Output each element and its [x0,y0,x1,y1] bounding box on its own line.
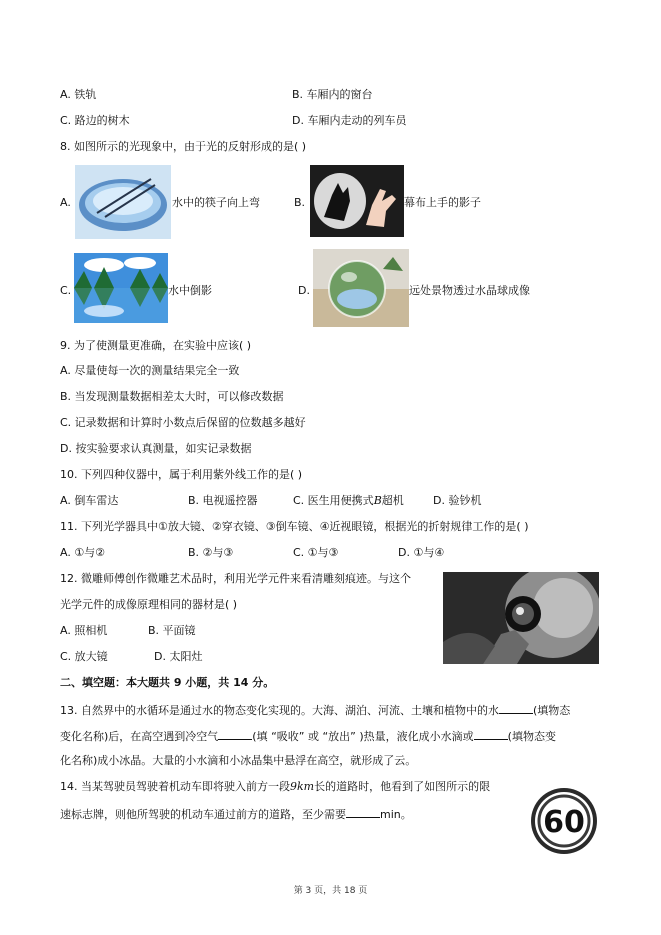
q10-option-a: A. 倒车雷达 [60,494,119,507]
q9-option-d: D. 按实验要求认真测量，如实记录数据 [60,442,252,455]
q12-option-c: C. 放大镜 [60,650,108,663]
q9-stem: 9. 为了使测量更准确，在实验中应该( ) [60,339,252,352]
q10-option-c-pre: C. 医生用便携式 [293,494,374,507]
q11-option-c: C. ①与③ [293,546,339,559]
q8-a-letter: A. [60,196,71,209]
q13-line2-b: (填 “吸收” 或 “放出” )热量，液化成小水滴或 [252,730,474,743]
q11-option-d: D. ①与④ [398,546,445,559]
q13-blank-1[interactable] [499,702,533,714]
q12-option-b: B. 平面镜 [148,624,196,637]
q10-option-b: B. 电视遥控器 [188,494,258,507]
q13-blank-3[interactable] [474,728,508,740]
q9-option-c: C. 记录数据和计算时小数点后保留的位数越多越好 [60,416,306,429]
q12-option-a: A. 照相机 [60,624,108,637]
q11-option-b: B. ②与③ [188,546,234,559]
q14-line1-b: 长的道路时，他看到了如图所示的限 [314,780,491,793]
hand-shadow-image [310,165,404,237]
q8-c-letter: C. [60,284,72,297]
speed-limit-value: 60 [543,805,585,840]
q8-d-letter: D. [298,284,310,297]
q8-a-text: 水中的筷子向上弯 [172,196,260,209]
q11-option-a: A. ①与② [60,546,106,559]
q14-line2 [60,806,412,822]
q13-line2-a: 变化名称)后，在高空遇到冷空气 [60,730,219,743]
q9-option-b: B. 当发现测量数据相差太大时，可以修改数据 [60,390,284,403]
q13-line2-c: (填物态变 [507,730,556,743]
q7-option-b: B. 车厢内的窗台 [292,88,373,101]
q12-line1: 12. 微雕师傅创作微雕艺术品时，利用光学元件来看清雕刻痕迹。与这个 [60,572,411,585]
q14-line1-var: 9km [290,780,315,793]
q13-blank-2[interactable] [218,728,252,740]
q10-option-c-var: B [373,494,382,507]
q10-option-d: D. 验钞机 [433,494,482,507]
speed-limit-sign [529,786,599,856]
q14-line1 [60,780,490,794]
q10-option-c [293,494,404,508]
q13-line1-b: (填物态 [533,704,571,717]
crystal-ball-image [313,249,409,327]
q14-line2-b: min。 [380,808,412,821]
chopsticks-in-water-image [75,165,171,239]
q9-option-a: A. 尽量使每一次的测量结果完全一致 [60,364,240,377]
q14-blank-1[interactable] [346,806,380,818]
q14-line1-a: 14. 当某驾驶员驾驶着机动车即将驶入前方一段 [60,780,290,793]
q8-b-text: 幕布上手的影子 [404,196,481,209]
q7-option-d: D. 车厢内走动的列车员 [292,114,407,127]
q10-option-c-post: 超机 [381,494,404,507]
q13-line2 [60,728,556,744]
q14-line2-a: 速标志牌，则他所驾驶的机动车通过前方的道路，至少需要 [60,808,346,821]
q7-option-c: C. 路边的树木 [60,114,130,127]
q12-line2: 光学元件的成像原理相同的器材是( ) [60,598,238,611]
q11-stem: 11. 下列光学器具中①放大镜、②穿衣镜、③倒车镜、④近视眼镜，根据光的折射规律工作的是( ) [60,520,529,533]
q12-option-d: D. 太阳灶 [154,650,203,663]
page-footer: 第 3 页，共 18 页 [293,886,368,896]
q7-option-a: A. 铁轨 [60,88,97,101]
q13-line3: 化名称)成小冰晶。大量的小水滴和小冰晶集中悬浮在高空，就形成了云。 [60,754,417,767]
q13-line1 [60,702,570,718]
q13-line1-a: 13. 自然界中的水循环是通过水的物态变化实现的。大海、湖泊、河流、土壤和植物中的水 [60,704,499,717]
q10-stem: 10. 下列四种仪器中，属于利用紫外线工作的是( ) [60,468,303,481]
water-reflection-image [74,253,168,323]
q8-b-letter: B. [294,196,306,209]
q8-d-text: 远处景物透过水晶球成像 [409,284,530,297]
micro-carving-photo [443,572,599,664]
section-2-title: 二、填空题：本大题共 9 小题，共 14 分。 [60,676,275,689]
q8-stem: 8. 如图所示的光现象中，由于光的反射形成的是( ) [60,140,307,153]
q8-c-text: 水中倒影 [168,284,212,297]
